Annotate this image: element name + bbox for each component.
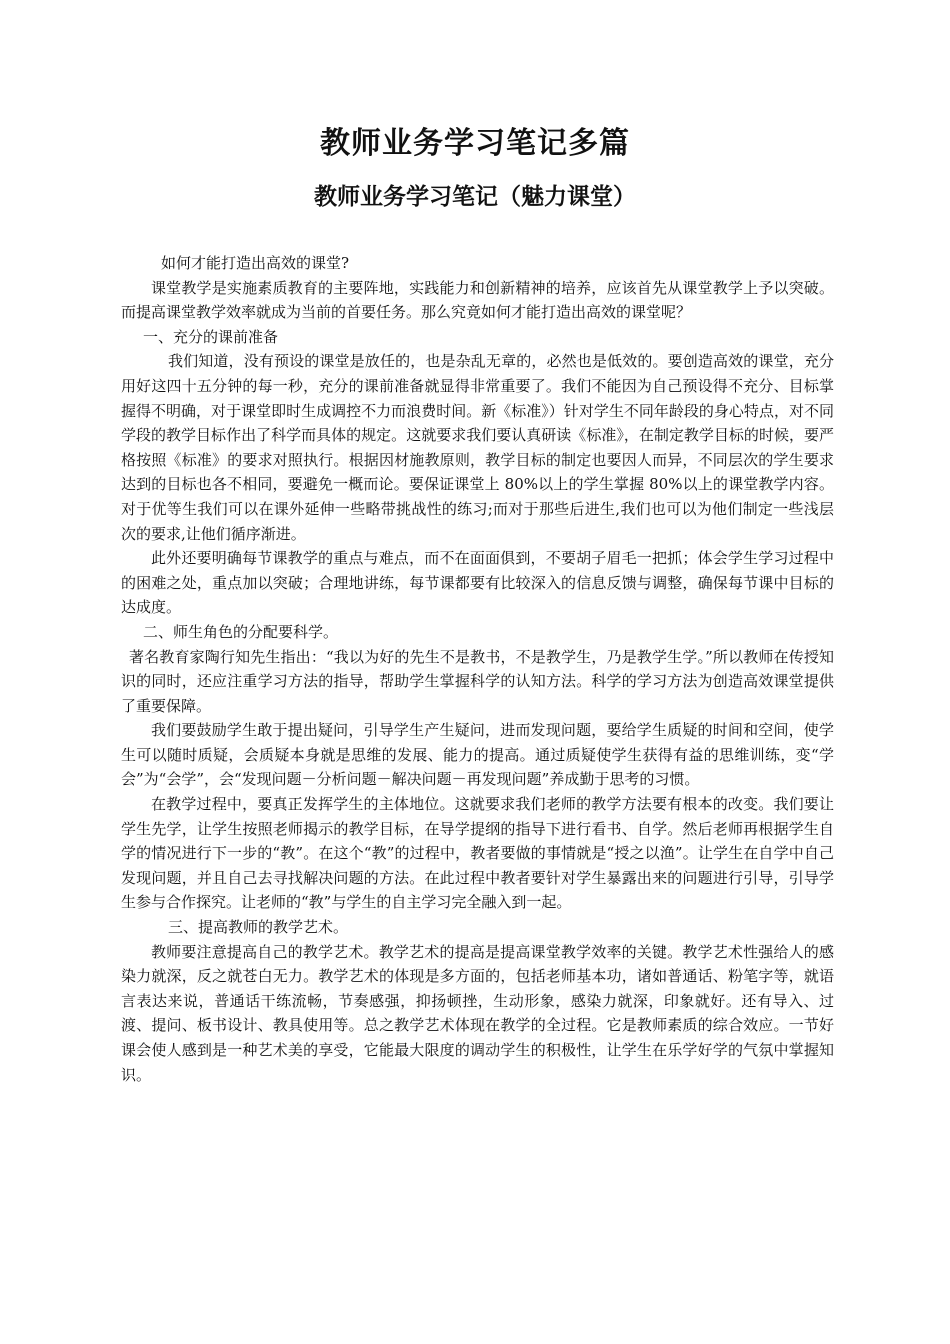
paragraph-questioning: 我们要鼓励学生敢于提出疑问，引导学生产生疑问，进而发现问题，要给学生质疑的时间和空间，使学生可以随时质疑，会质疑本身就是思维的发展、能力的提高。通过质疑使学生获得有益的思维训练，变“学会”为“会学”，会“发现问题－分析问题－解决问题－再发现问题”养成勤于思考的习惯。 [121,721,834,789]
paragraph-student-subject: 在教学过程中，要真正发挥学生的主体地位。这就要求我们老师的教学方法要有根本的改变。我们要让学生先学，让学生按照老师揭示的教学目标，在导学提纲的指导下进行看书、自学。然后老师再根据学生自学的情况进行下一步的“教”。在这个“教”的过程中，教者要做的事情就是“授之以渔”。让学生在自学中自己发现问题，并且自己去寻找解决问题的方法。在此过程中教者要针对学生暴露出来的问题进行引导，引导学生参与合作探究。让老师的“教”与学生的自主学习完全融入到一起。 [121,795,834,912]
document-subtitle: 教师业务学习笔记（魅力课堂） [314,183,636,210]
document-title: 教师业务学习笔记多篇 [320,126,630,161]
paragraph-key-points: 此外还要明确每节课教学的重点与难点，而不在面面俱到，不要胡子眉毛一把抓；体会学生学习过程中的困难之处，重点加以突破；合理地讲练，每节课都要有比较深入的信息反馈与调整，确保每节课中目标的达成度。 [121,549,834,617]
paragraph-question: 如何才能打造出高效的课堂? [161,254,350,272]
paragraph-teaching-art: 教师要注意提高自己的教学艺术。教学艺术的提高是提高课堂教学效率的关键。教学艺术性强给人的感染力就深，反之就苍白无力。教学艺术的体现是多方面的，包括老师基本功，诸如普通话、粉笔字等，就语言表达来说，普通话干练流畅，节奏感强，抑扬顿挫，生动形象，感染力就深，印象就好。还有导入、过渡、提问、板书设计、教具使用等。总之教学艺术体现在教学的全过程。它是教师素质的综合效应。一节好课会使人感到是一种艺术美的享受，它能最大限度的调动学生的积极性，让学生在乐学好学的气氛中掌握知识。 [121,942,834,1084]
paragraph-quote: 著名教育家陶行知先生指出：“我以为好的先生不是教书，不是教学生，乃是教学生学。”所以教师在传授知识的同时，还应注重学习方法的指导，帮助学生掌握科学的认知方法。科学的学习方法为创造高效课堂提供了重要保障。 [121,647,834,715]
section-heading-2: 二、师生角色的分配要科学。 [143,622,339,641]
section-heading-1: 一、充分的课前准备 [143,327,279,346]
document-body [121,251,834,1087]
section-heading-3: 三、提高教师的教学艺术。 [168,918,349,937]
paragraph-intro: 课堂教学是实施素质教育的主要阵地，实践能力和创新精神的培养，应该首先从课堂教学上予以突破。而提高课堂教学效率就成为当前的首要任务。那么究竟如何才能打造出高效的课堂呢？ [121,278,834,322]
paragraph-preparation: 我们知道，没有预设的课堂是放任的，也是杂乱无章的，必然也是低效的。要创造高效的课堂，充分用好这四十五分钟的每一秒，充分的课前准备就显得非常重要了。我们不能因为自己预设得不充分、目标掌握得不明确，对于课堂即时生成调控不力而浪费时间。新《标准》）针对学生不同年龄段的身心特点，对不同学段的教学目标作出了科学而具体的规定。这就要求我们要认真研读《标准》，在制定教学目标的时候，要严格按照《标准》的要求对照执行。根据因材施教原则，教学目标的制定也要因人而异，不同层次的学生要求达到的目标也各不相同，要避免一概而论。要保证课堂上 80%以上的学生掌握 80%以上的课堂教学内容。对于优等生我们可以在课外延伸一些略带挑战性的练习;而对于那些后进生,我们也可以为他们制定一些浅层次的要求,让他们循序渐进。 [121,352,834,543]
